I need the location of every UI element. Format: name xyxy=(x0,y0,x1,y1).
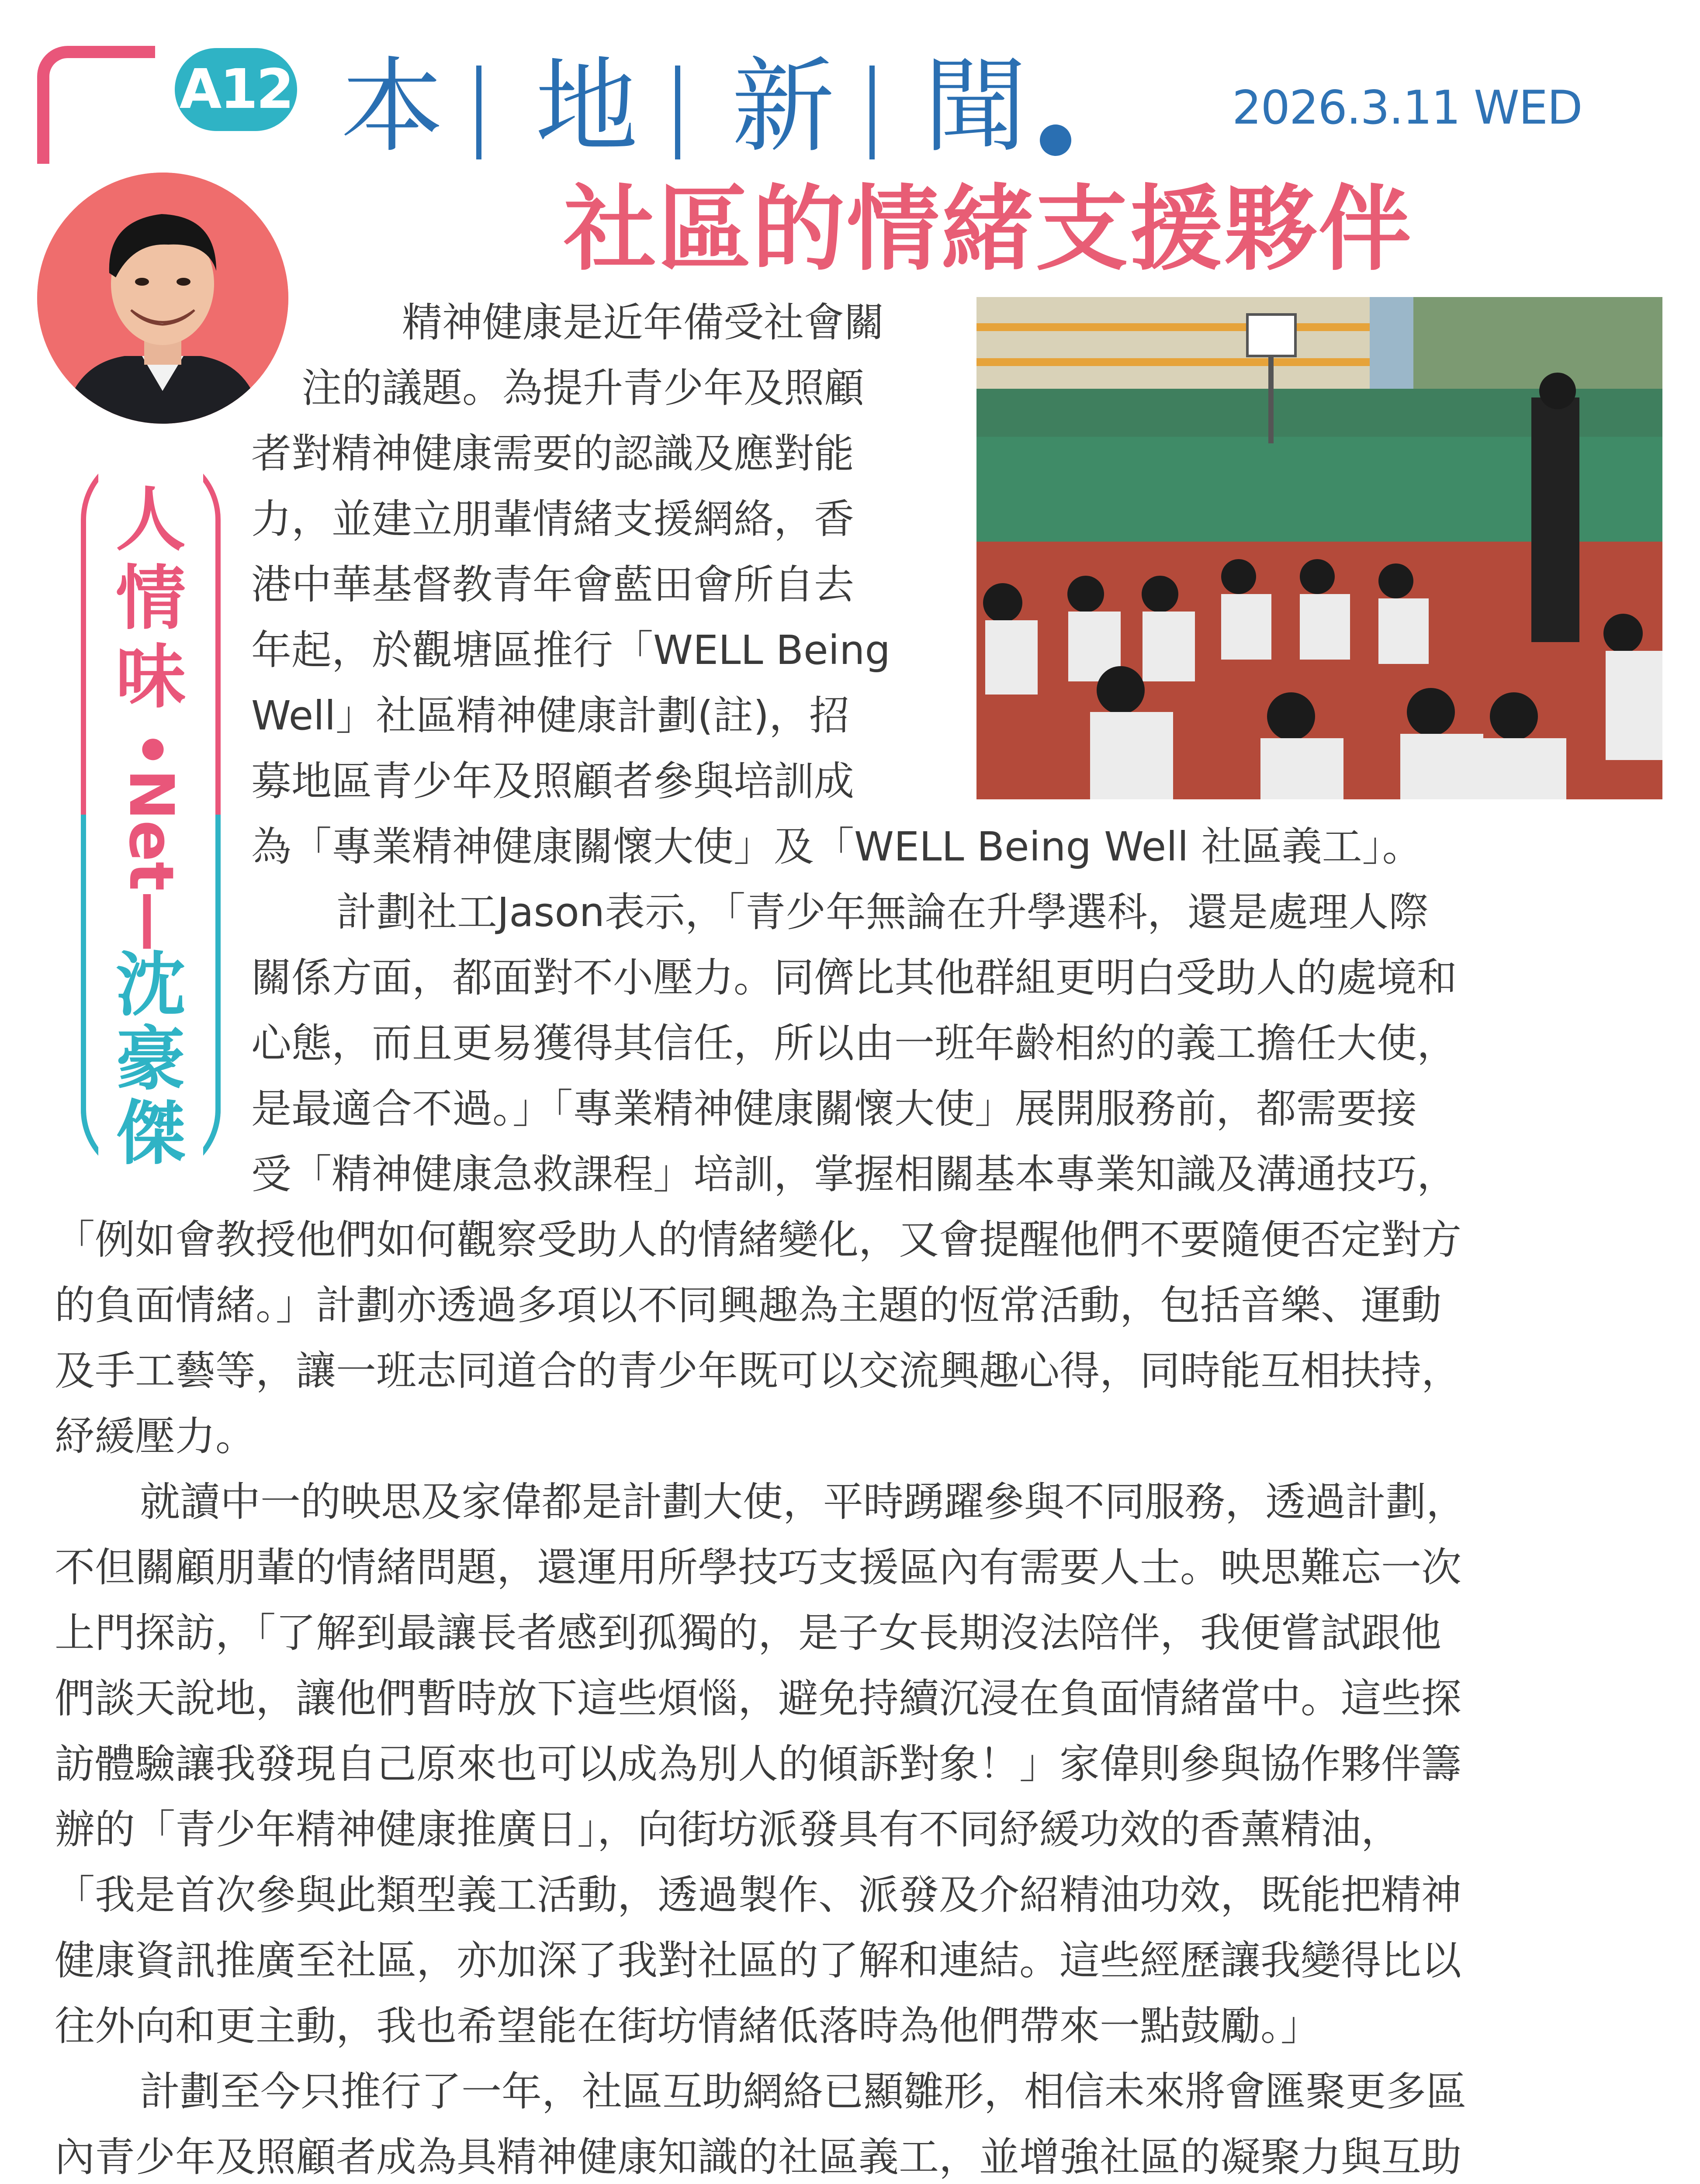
section-title-char: 聞 xyxy=(924,47,1027,166)
article-text-line: 紓緩壓力。 xyxy=(55,1413,256,1460)
article-text-line: 者對精神健康需要的認識及應對能 xyxy=(251,430,855,477)
header-corner-bracket xyxy=(37,46,155,164)
section-title-char: 新 xyxy=(732,47,834,166)
section-title-divider xyxy=(869,66,875,159)
article-text-line: 年起，於觀塘區推行「WELL Being xyxy=(251,627,890,674)
article-text-line: Well」社區精神健康計劃(註)，招 xyxy=(251,692,850,739)
article-text-line: 受「精神健康急救課程」培訓，掌握相關基本專業知識及溝通技巧， xyxy=(251,1151,1458,1198)
article-text-line: 心態，而且更易獲得其信任，所以由一班年齡相約的義工擔任大使， xyxy=(251,1020,1458,1067)
article-text-line: 辦的「青少年精神健康推廣日」，向街坊派發具有不同紓緩功效的香薰精油， xyxy=(55,1806,1402,1853)
article-text-line: 力，並建立朋輩情緒支援網絡，香 xyxy=(251,496,855,543)
article-text-line: 港中華基督教青年會藍田會所自去 xyxy=(251,561,855,608)
article-text-line: 計劃至今只推行了一年，社區互助網絡已顯雛形，相信未來將會匯聚更多區 xyxy=(140,2068,1467,2115)
article-text-line: 注的議題。為提升青少年及照顧 xyxy=(301,365,865,411)
section-title-divider xyxy=(675,66,680,159)
article-title: 社區的情緒支援夥伴 xyxy=(564,175,1413,283)
article-text-line: 健康資訊推廣至社區，亦加深了我對社區的了解和連結。這些經歷讓我變得比以 xyxy=(55,1937,1462,1984)
article-text-line: 往外向和更主動，我也希望能在街坊情緒低落時為他們帶來一點鼓勵。」 xyxy=(55,2003,1321,2049)
column-name-char: 情 xyxy=(115,557,186,639)
article-text-line: 就讀中一的映思及家偉都是計劃大使，平時踴躍參與不同服務，透過計劃， xyxy=(140,1479,1467,1525)
article-text-line: 是最適合不過。」「專業精神健康關懷大使」展開服務前，都需要接 xyxy=(251,1085,1417,1132)
section-title-char: 地 xyxy=(535,47,638,166)
author-name-char: 傑 xyxy=(115,1092,186,1174)
article-text-line: 計劃社工Jason表示，「青少年無論在升學選科，還是處理人際 xyxy=(336,889,1429,936)
article-text-line: 的負面情緒。」計劃亦透過多項以不同興趣為主題的恆常活動，包括音樂、運動 xyxy=(55,1282,1442,1329)
column-name-char: 味 xyxy=(115,636,186,718)
columnist-avatar xyxy=(37,173,288,424)
article-text-line: 內青少年及照顧者成為具精神健康知識的社區義工，並增強社區的凝聚力與互助 xyxy=(55,2134,1462,2181)
page-code-badge: A12 xyxy=(175,48,297,131)
section-title-divider xyxy=(476,66,481,159)
author-name-char: 沈 xyxy=(115,944,186,1026)
column-name-char: 人 xyxy=(115,479,186,560)
article-text-line: 訪體驗讓我發現自己原來也可以成為別人的傾訴對象！」家偉則參與協作夥伴籌 xyxy=(55,1741,1462,1787)
author-name-char: 豪 xyxy=(115,1018,186,1100)
article-text-line: 關係方面，都面對不小壓力。同儕比其他群組更明白受助人的處境和 xyxy=(251,954,1458,1001)
article-text-line: 募地區青少年及照顧者參與培訓成 xyxy=(251,758,855,805)
article-text-line: 「我是首次參與此類型義工活動，透過製作、派發及介紹精油功效，既能把精神 xyxy=(55,1872,1462,1918)
column-net-label: •Net— xyxy=(115,729,187,952)
article-text-line: 上門探訪，「了解到最讓長者感到孤獨的，是子女長期沒法陪伴，我便嘗試跟他 xyxy=(55,1610,1442,1656)
article-text-line: 不但關顧朋輩的情緒問題，還運用所學技巧支援區內有需要人士。映思難忘一次 xyxy=(55,1544,1462,1591)
article-text-line: 為「專業精神健康關懷大使」及「WELL Being Well 社區義工」。 xyxy=(251,823,1423,870)
column-label xyxy=(81,450,221,1179)
article-text-line: 「例如會教授他們如何觀察受助人的情緒變化，又會提醒他們不要隨便否定對方 xyxy=(55,1216,1462,1263)
article-text-line: 及手工藝等，讓一班志同道合的青少年既可以交流興趣心得，同時能互相扶持， xyxy=(55,1348,1462,1394)
section-title-dot xyxy=(1040,124,1071,156)
article-text-line: 精神健康是近年備受社會關 xyxy=(402,299,885,346)
article-text-line: 們談天說地，讓他們暫時放下這些煩惱，避免持續沉浸在負面情緒當中。這些探 xyxy=(55,1675,1462,1722)
section-title-char: 本 xyxy=(341,47,443,166)
issue-date: 2026.3.11 WED xyxy=(1232,81,1582,135)
article-photo xyxy=(976,297,1662,799)
